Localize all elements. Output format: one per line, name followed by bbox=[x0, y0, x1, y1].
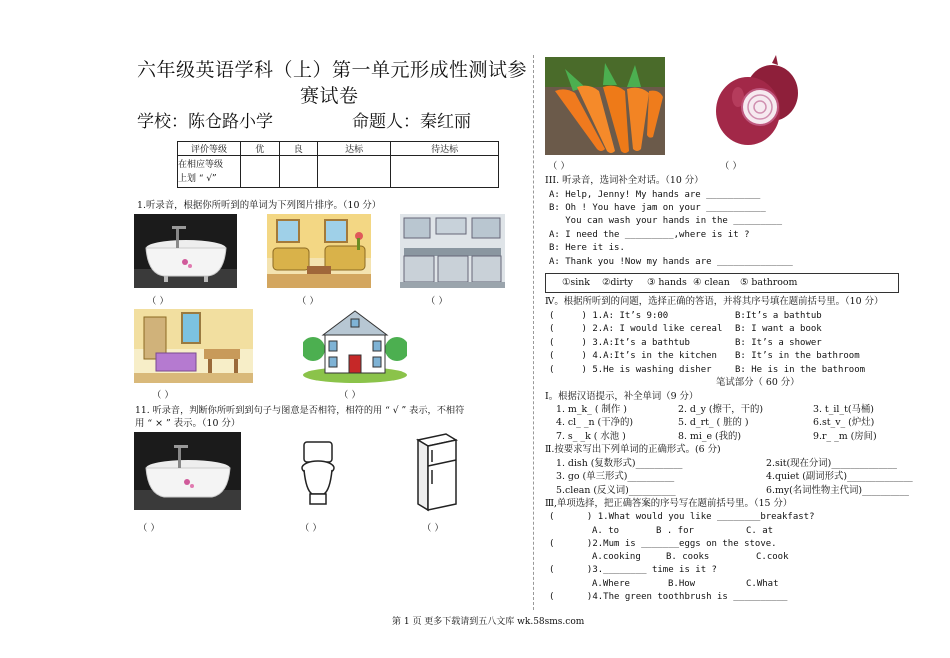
eval-header: 优 bbox=[241, 142, 280, 156]
w2-instruction: Ⅱ.按要求写出下列单词的正确形式。(6 分) bbox=[545, 444, 721, 455]
w3-option: A.Where bbox=[592, 579, 630, 589]
w3-option: A. to bbox=[592, 526, 620, 536]
w3-question: ( ) 1.What would you like ________breakfast? bbox=[549, 512, 815, 522]
q4-item-left: ( ) 5.He is washing disher bbox=[549, 365, 712, 375]
dialogue-line: B: Oh ! You have jam on your ___________ bbox=[549, 203, 766, 213]
carrots-image bbox=[545, 57, 665, 155]
w3-option: C. at bbox=[746, 526, 774, 536]
q4-item-right: B: It’s a shower bbox=[735, 338, 822, 348]
fridge-image bbox=[412, 432, 460, 512]
q1-blank-2[interactable]: （ ） bbox=[297, 296, 319, 307]
q4-instruction: Ⅳ。根据所听到的问题，选择正确的答语，并将其序号填在题前括号里。（10 分） bbox=[545, 296, 884, 307]
eval-row-label bbox=[178, 156, 241, 188]
w3-question: ( )4.The green toothbrush is __________ bbox=[549, 592, 788, 602]
w1-item: 8. mi_e (我的) bbox=[678, 431, 742, 442]
image-blank-1[interactable]: （ ） bbox=[548, 161, 570, 172]
w1-item: 5. d_rt_ ( 脏的 ) bbox=[678, 417, 749, 428]
w1-item: 7. s_ _k ( 水池 ) bbox=[556, 431, 626, 442]
w3-option: B . for bbox=[656, 526, 694, 536]
page-title-line1: 六年级英语学科（上）第一单元形成性测试参 bbox=[137, 59, 528, 81]
q2-blank-3[interactable]: （ ） bbox=[422, 523, 444, 534]
page-title-line2: 赛试卷 bbox=[300, 85, 359, 107]
w3-question: ( )2.Mum is _______eggs on the stove. bbox=[549, 539, 777, 549]
author-name: 命题人：秦红丽 bbox=[352, 112, 471, 132]
evaluation-table bbox=[177, 141, 499, 188]
w3-option: B. cooks bbox=[666, 552, 710, 562]
w1-item: 4. cl_ _n (干净的) bbox=[556, 417, 633, 428]
eval-cell[interactable] bbox=[279, 156, 318, 188]
q4-item-right: B: He is in the bathroom bbox=[735, 365, 866, 375]
dialogue-line: B: Here it is. bbox=[549, 243, 625, 253]
word-bank-box bbox=[545, 273, 899, 293]
image-blank-2[interactable]: （ ） bbox=[720, 161, 742, 172]
w3-option: C.cook bbox=[756, 552, 789, 562]
w1-item: 2. d_y (擦干，干的) bbox=[678, 404, 764, 415]
eval-header: 达标 bbox=[318, 142, 391, 156]
eval-cell[interactable] bbox=[318, 156, 391, 188]
bathtub-image bbox=[134, 214, 237, 288]
w2-item: 1. dish (复数形式)__________ bbox=[556, 458, 683, 469]
w3-question: ( )3.________ time is it ? bbox=[549, 565, 717, 575]
eval-cell[interactable] bbox=[391, 156, 499, 188]
eval-header: 良 bbox=[279, 142, 318, 156]
w1-item: 3. t_il_t(马桶) bbox=[813, 404, 874, 415]
q4-item-right: B: It’s in the bathroom bbox=[735, 351, 860, 361]
page-footer: 第 1 页 更多下载请到五八文库 wk.58sms.com bbox=[392, 617, 585, 627]
word-option: ②dirty bbox=[602, 277, 633, 288]
bedroom-image bbox=[134, 309, 253, 383]
q4-item-left: ( ) 2.A: I would like cereal bbox=[549, 324, 723, 334]
w3-option: A.cooking bbox=[592, 552, 641, 562]
q2-blank-2[interactable]: （ ） bbox=[300, 523, 322, 534]
w3-option: C.What bbox=[746, 579, 779, 589]
eval-header: 待达标 bbox=[391, 142, 499, 156]
w1-item: 1. m_k_ ( 制作 ) bbox=[556, 404, 627, 415]
q1-blank-1[interactable]: （ ） bbox=[147, 296, 169, 307]
kitchen-image bbox=[400, 214, 505, 288]
dialogue-line: You can wash your hands in the _________ bbox=[549, 216, 782, 226]
w1-instruction: Ⅰ。根据汉语提示，补全单词（9 分） bbox=[545, 391, 699, 402]
school-name: 学校：陈仓路小学 bbox=[137, 112, 273, 132]
w2-item: 5.clean (反义词)__________ bbox=[556, 485, 676, 496]
w2-item: 2.sit(现在分词)______________ bbox=[766, 458, 897, 469]
onion-image bbox=[712, 55, 802, 153]
q2-instruction-1: 11. 听录音，判断你所听到到句子与图意是否相符，相符的用 “ √ ” 表示，不相符 bbox=[135, 405, 465, 416]
eval-cell[interactable] bbox=[241, 156, 280, 188]
q1-blank-4[interactable]: （ ） bbox=[152, 390, 174, 401]
bathtub-image-2 bbox=[134, 432, 241, 510]
written-section-header: 笔试部分（ 60 分） bbox=[716, 377, 800, 388]
q4-item-left: ( ) 4.A:It’s in the kitchen bbox=[549, 351, 717, 361]
w2-item: 6.my(名词性物主代词)__________ bbox=[766, 485, 909, 496]
w2-item: 3. go (单三形式)__________ bbox=[556, 471, 675, 482]
q4-item-left: ( ) 1.A: It’s 9:00 bbox=[549, 311, 669, 321]
eval-header: 评价等级 bbox=[178, 142, 241, 156]
word-option: ①sink bbox=[562, 277, 590, 288]
q1-instruction: 1.听录音，根据你所听到的单词为下列图片排序。（10 分） bbox=[137, 200, 382, 211]
eval-row-label-2: 上划 “ √” bbox=[178, 173, 217, 184]
q4-item-right: B: I want a book bbox=[735, 324, 822, 334]
dialogue-line: A: Thank you !Now my hands are ______________ bbox=[549, 257, 793, 267]
q4-item-right: B:It’s a bathtub bbox=[735, 311, 822, 321]
dialogue-line: A: Help, Jenny! My hands are __________ bbox=[549, 190, 761, 200]
w3-option: B.How bbox=[668, 579, 696, 589]
word-option: ④ clean bbox=[693, 277, 730, 288]
q2-blank-1[interactable]: （ ） bbox=[138, 523, 160, 534]
q4-item-left: ( ) 3.A:It’s a bathtub bbox=[549, 338, 690, 348]
dialogue-line: A: I need the _________,where is it ? bbox=[549, 230, 750, 240]
q1-blank-5[interactable]: （ ） bbox=[339, 390, 361, 401]
living-room-image bbox=[267, 214, 371, 288]
word-option: ⑤ bathroom bbox=[740, 277, 798, 288]
eval-row-label-1: 在相应等级 bbox=[178, 159, 224, 170]
q1-blank-3[interactable]: （ ） bbox=[426, 296, 448, 307]
house-image bbox=[303, 305, 407, 383]
w1-item: 6.st_v_ (炉灶) bbox=[813, 417, 875, 428]
w2-item: 4.quiet (副词形式)______________ bbox=[766, 471, 913, 482]
column-divider bbox=[533, 55, 534, 610]
word-option: ③ hands bbox=[647, 277, 687, 288]
q2-instruction-2: 用 “ × ” 表示。（10 分） bbox=[135, 418, 241, 429]
q3-instruction: III. 听录音，选词补全对话。（10 分） bbox=[545, 175, 704, 186]
w3-instruction: Ⅲ,单项选择，把正确答案的序号写在题前括号里。（15 分） bbox=[545, 498, 793, 509]
toilet-image bbox=[298, 440, 338, 506]
w1-item: 9.r_ _m (房间) bbox=[813, 431, 877, 442]
